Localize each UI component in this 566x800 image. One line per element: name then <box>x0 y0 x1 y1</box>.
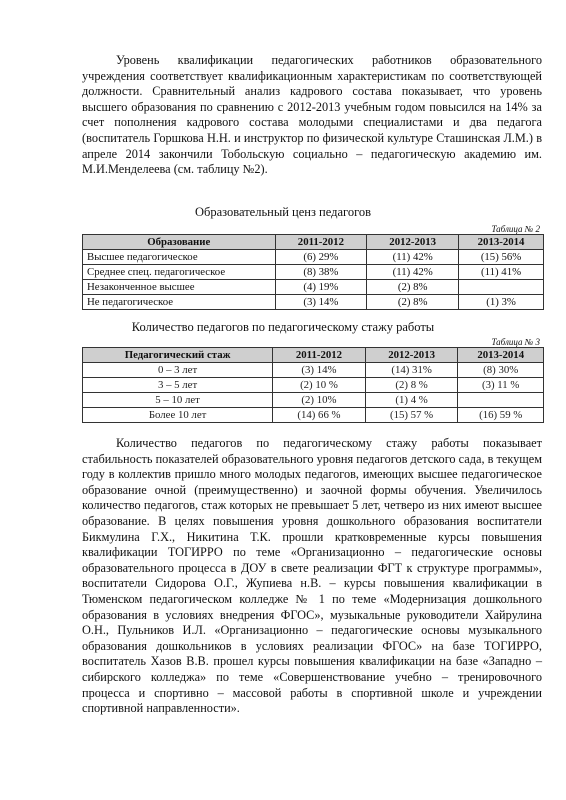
table-cell: Среднее спец. педагогическое <box>83 265 276 280</box>
table1-title: Образовательный ценз педагогов <box>194 205 372 219</box>
table-header-cell: Педагогический стаж <box>83 348 273 363</box>
table-cell: (15) 57 % <box>365 408 458 423</box>
table-header-cell: 2012-2013 <box>367 235 459 250</box>
table-header-cell: 2013-2014 <box>458 348 544 363</box>
table-header-row <box>83 235 544 250</box>
table-cell: (2) 10% <box>273 393 366 408</box>
table-cell: (14) 31% <box>365 363 458 378</box>
table-header-row <box>83 348 544 363</box>
table-header-cell: Образование <box>83 235 276 250</box>
table-cell: (3) 14% <box>273 363 366 378</box>
table-cell <box>458 393 544 408</box>
paragraph-qualification: Уровень квалификации педагогических работников образовательного учреждения соответствует квалификационным характеристикам по соответствующей должности. Сравнительный анализ кадрового состава показывает, что уровень высшего образования по сравнению с 2012-2013 учебным годом повысился на 14% за счет пополнения кадрового состава молодыми специалистами и два педагога (воспитатель Горшкова Н.Н. и инструктор по физической культуре Сташинская Л.М.) в апреле 2014 закончили Тобольскую социально – педагогическую академию им. М.И.Менделеева (см. таблицу №2). <box>82 53 542 177</box>
table-cell: (2) 10 % <box>273 378 366 393</box>
table-cell: Незаконченное высшее <box>83 280 276 295</box>
table-cell: 3 – 5 лет <box>83 378 273 393</box>
table2-title: Количество педагогов по педагогическому стажу работы <box>131 320 435 334</box>
table-cell: (14) 66 % <box>273 408 366 423</box>
table-cell: (2) 8% <box>367 295 459 310</box>
table-header-cell: 2011-2012 <box>275 235 367 250</box>
table-cell: (11) 42% <box>367 265 459 280</box>
table-cell: (6) 29% <box>275 250 367 265</box>
table-cell: (3) 14% <box>275 295 367 310</box>
table-cell: (11) 42% <box>367 250 459 265</box>
table-cell: (16) 59 % <box>458 408 544 423</box>
table-header-cell: 2013-2014 <box>459 235 544 250</box>
table1-number: Таблица № 2 <box>491 224 540 234</box>
table-cell: 5 – 10 лет <box>83 393 273 408</box>
table-row <box>83 363 544 378</box>
table-cell: (8) 30% <box>458 363 544 378</box>
table-row <box>83 280 544 295</box>
table-cell: (1) 3% <box>459 295 544 310</box>
table-cell: (1) 4 % <box>365 393 458 408</box>
table-row <box>83 250 544 265</box>
table-cell: Не педагогическое <box>83 295 276 310</box>
table-cell: (4) 19% <box>275 280 367 295</box>
table-cell: (8) 38% <box>275 265 367 280</box>
table-cell: (3) 11 % <box>458 378 544 393</box>
paragraph-experience: Количество педагогов по педагогическому стажу работы показывает стабильность показателей образовательного уровня педагогов детского сада, в текущем году в коллектив пришло много молодых педагогов, имеющих высшее педагогическое образование очной (преимущественно) и заочной формы обучения. Увеличилось количество педагогов, стаж которых не превышает 5 лет, четверо из них имеют высшее образование. В целях повышения уровня дошкольного образования воспитатели Бикмулина Г.Х., Никитина Т.К. прошли кратковременные курсы повышения квалификации ТОГИРРО по теме «Организационно – педагогические основы образовательного процесса в ДОУ в свете реализации ФГТ к структуре программы», воспитатели Сидорова О.Г., Жупиева н.В. – курсы повышения квалификации в Тюменском педагогическом колледже № 1 по теме «Модернизация дошкольного образования в условиях внедрения ФГОС», музыкальные руководители Хайрулина О.Н., Пульников И.Л. «Организационно – педагогические основы музыкального образования дошкольников в условиях реализации ФГОС» на базе ТОГИРРО, воспитатель Хазов В.В. прошел курсы повышения квалификации на базе «Западно – сибирского колледжа» по теме «Совершенствование учебно – тренировочного процесса и спортивно – массовой работы в спортивной школе и учреждении спортивной направленности». <box>82 436 542 716</box>
table-row <box>83 378 544 393</box>
table-cell: (2) 8% <box>367 280 459 295</box>
table-row <box>83 393 544 408</box>
table-cell: Более 10 лет <box>83 408 273 423</box>
table-row <box>83 408 544 423</box>
table-cell: Высшее педагогическое <box>83 250 276 265</box>
education-table <box>82 234 544 310</box>
table-cell: (15) 56% <box>459 250 544 265</box>
table-cell: (2) 8 % <box>365 378 458 393</box>
table-row <box>83 265 544 280</box>
table-row <box>83 295 544 310</box>
experience-table <box>82 347 544 423</box>
table-cell: 0 – 3 лет <box>83 363 273 378</box>
table-cell <box>459 280 544 295</box>
table-header-cell: 2011-2012 <box>273 348 366 363</box>
table-header-cell: 2012-2013 <box>365 348 458 363</box>
table-cell: (11) 41% <box>459 265 544 280</box>
table2-number: Таблица № 3 <box>491 337 540 347</box>
